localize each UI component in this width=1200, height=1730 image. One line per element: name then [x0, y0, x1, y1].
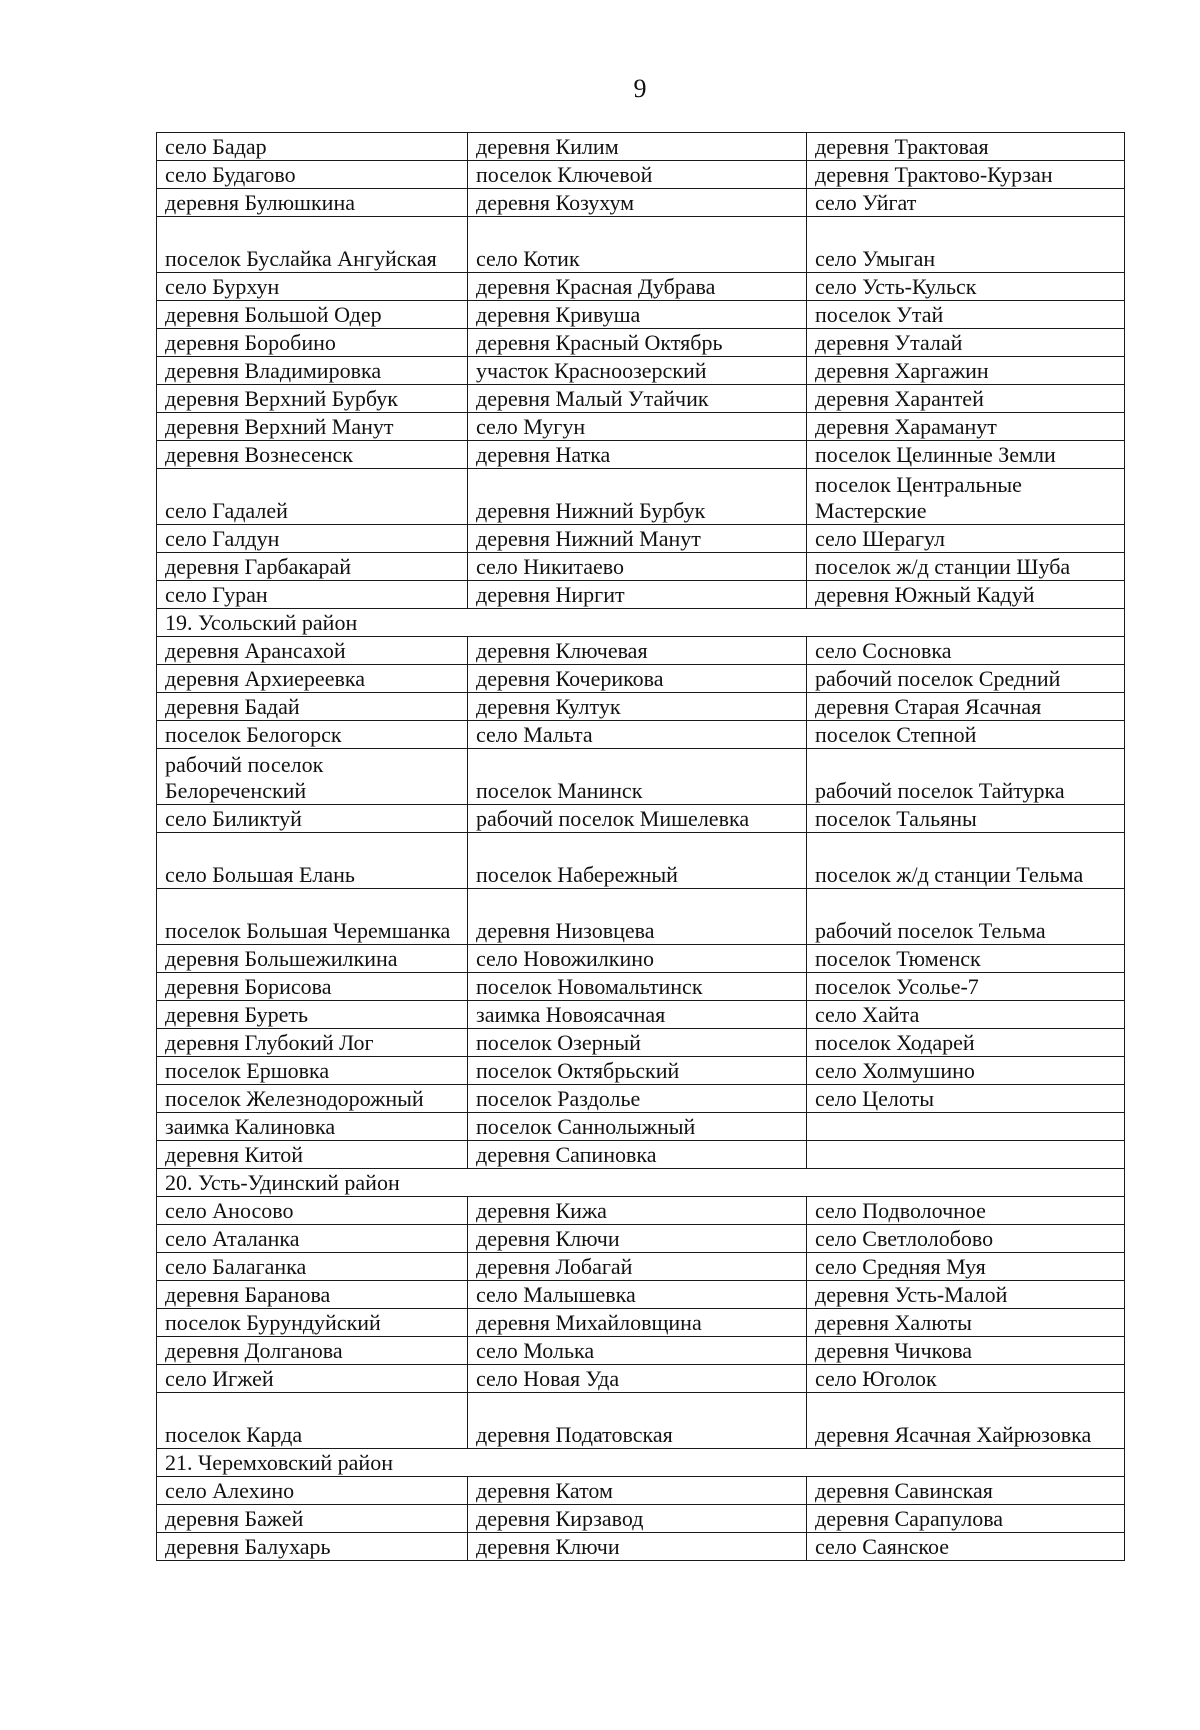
- table-row: [157, 1113, 1125, 1141]
- settlement-cell: рабочий поселок Тельма: [807, 889, 1125, 945]
- settlement-cell: поселок Целинные Земли: [807, 441, 1125, 469]
- table-row: [157, 217, 1125, 273]
- settlement-cell: деревня Борисова: [157, 973, 468, 1001]
- section-title: 20. Усть-Удинский район: [157, 1169, 1125, 1197]
- settlement-cell: село Целоты: [807, 1085, 1125, 1113]
- table-row: [157, 973, 1125, 1001]
- table-row: [157, 329, 1125, 357]
- settlement-cell: деревня Козухум: [468, 189, 807, 217]
- settlement-cell: поселок Новомальтинск: [468, 973, 807, 1001]
- settlement-cell: деревня Старая Ясачная: [807, 693, 1125, 721]
- table-row: [157, 1197, 1125, 1225]
- settlement-cell: село Шерагул: [807, 525, 1125, 553]
- settlement-cell: поселок ж/д станции Шуба: [807, 553, 1125, 581]
- settlement-cell: деревня Бадай: [157, 693, 468, 721]
- settlement-cell: поселок Манинск: [468, 749, 807, 805]
- settlement-cell: село Мугун: [468, 413, 807, 441]
- table-row: [157, 357, 1125, 385]
- settlement-cell: деревня Гарбакарай: [157, 553, 468, 581]
- settlement-cell: поселок Тюменск: [807, 945, 1125, 973]
- table-row: [157, 1253, 1125, 1281]
- page-number: 9: [633, 74, 647, 103]
- settlement-cell: село Уйгат: [807, 189, 1125, 217]
- settlement-cell: село Хайта: [807, 1001, 1125, 1029]
- settlement-cell: деревня Большой Одер: [157, 301, 468, 329]
- settlement-cell: поселок Ключевой: [468, 161, 807, 189]
- settlement-cell: село Большая Елань: [157, 833, 468, 889]
- settlement-cell: деревня Булюшкина: [157, 189, 468, 217]
- section-header-row: [157, 1449, 1125, 1477]
- settlement-cell: деревня Нижний Бурбук: [468, 469, 807, 525]
- settlement-cell: поселок Центральные Мастерские: [807, 469, 1125, 525]
- settlement-cell: деревня Харгажин: [807, 357, 1125, 385]
- table-row: [157, 693, 1125, 721]
- settlements-table: [156, 132, 1125, 1561]
- table-row: [157, 1337, 1125, 1365]
- settlement-cell: село Светлолобово: [807, 1225, 1125, 1253]
- settlement-cell: село Умыган: [807, 217, 1125, 273]
- settlement-cell: деревня Усть-Малой: [807, 1281, 1125, 1309]
- settlement-cell: заимка Новоясачная: [468, 1001, 807, 1029]
- table-row: [157, 1365, 1125, 1393]
- settlement-cell: деревня Долганова: [157, 1337, 468, 1365]
- table-row: [157, 553, 1125, 581]
- settlement-cell: деревня Натка: [468, 441, 807, 469]
- settlement-cell: село Холмушино: [807, 1057, 1125, 1085]
- settlement-cell: деревня Харантей: [807, 385, 1125, 413]
- settlement-cell: деревня Бажей: [157, 1505, 468, 1533]
- settlement-cell: деревня Савинская: [807, 1477, 1125, 1505]
- settlement-cell: деревня Баранова: [157, 1281, 468, 1309]
- table-row: [157, 665, 1125, 693]
- settlement-cell: село Гадалей: [157, 469, 468, 525]
- settlement-cell: [807, 1141, 1125, 1169]
- settlement-cell: поселок Утай: [807, 301, 1125, 329]
- settlement-cell: деревня Большежилкина: [157, 945, 468, 973]
- table-row: [157, 581, 1125, 609]
- settlement-cell: деревня Низовцева: [468, 889, 807, 945]
- settlement-cell: деревня Китой: [157, 1141, 468, 1169]
- table-row: [157, 189, 1125, 217]
- settlement-cell: село Средняя Муя: [807, 1253, 1125, 1281]
- settlement-cell: село Будагово: [157, 161, 468, 189]
- table-row: [157, 749, 1125, 805]
- settlement-cell: деревня Уталай: [807, 329, 1125, 357]
- table-row: [157, 301, 1125, 329]
- settlement-cell: деревня Владимировка: [157, 357, 468, 385]
- settlement-cell: деревня Южный Кадуй: [807, 581, 1125, 609]
- settlement-cell: поселок Ходарей: [807, 1029, 1125, 1057]
- settlement-cell: деревня Нижний Манут: [468, 525, 807, 553]
- settlement-cell: поселок Железнодорожный: [157, 1085, 468, 1113]
- settlement-cell: поселок Бурундуйский: [157, 1309, 468, 1337]
- settlement-cell: поселок Набережный: [468, 833, 807, 889]
- table-row: [157, 805, 1125, 833]
- settlement-cell: село Сосновка: [807, 637, 1125, 665]
- settlement-cell: [807, 1113, 1125, 1141]
- settlement-cell: деревня Малый Утайчик: [468, 385, 807, 413]
- settlement-cell: деревня Кижа: [468, 1197, 807, 1225]
- table-row: [157, 133, 1125, 161]
- settlement-cell: село Биликтуй: [157, 805, 468, 833]
- table-row: [157, 441, 1125, 469]
- table-row: [157, 637, 1125, 665]
- settlement-cell: поселок Белогорск: [157, 721, 468, 749]
- settlement-cell: деревня Култук: [468, 693, 807, 721]
- section-title: 21. Черемховский район: [157, 1449, 1125, 1477]
- table-row: [157, 469, 1125, 525]
- settlement-cell: деревня Михайловщина: [468, 1309, 807, 1337]
- settlement-cell: село Новая Уда: [468, 1365, 807, 1393]
- settlement-cell: деревня Килим: [468, 133, 807, 161]
- settlement-cell: деревня Податовская: [468, 1393, 807, 1449]
- settlement-cell: деревня Вознесенск: [157, 441, 468, 469]
- settlement-cell: деревня Халюты: [807, 1309, 1125, 1337]
- settlement-cell: поселок Ершовка: [157, 1057, 468, 1085]
- settlement-cell: деревня Трактовая: [807, 133, 1125, 161]
- settlement-cell: деревня Ниргит: [468, 581, 807, 609]
- settlement-cell: поселок Степной: [807, 721, 1125, 749]
- settlement-cell: село Бурхун: [157, 273, 468, 301]
- settlement-cell: деревня Сарапулова: [807, 1505, 1125, 1533]
- settlement-cell: деревня Кочерикова: [468, 665, 807, 693]
- settlement-cell: село Котик: [468, 217, 807, 273]
- settlement-cell: деревня Красная Дубрава: [468, 273, 807, 301]
- table-row: [157, 1477, 1125, 1505]
- settlement-cell: деревня Кирзавод: [468, 1505, 807, 1533]
- settlement-cell: село Балаганка: [157, 1253, 468, 1281]
- table-row: [157, 1029, 1125, 1057]
- table-row: [157, 1309, 1125, 1337]
- settlement-cell: поселок Тальяны: [807, 805, 1125, 833]
- settlement-cell: деревня Арансахой: [157, 637, 468, 665]
- settlement-cell: деревня Балухарь: [157, 1533, 468, 1561]
- settlement-cell: деревня Боробино: [157, 329, 468, 357]
- settlement-cell: деревня Чичкова: [807, 1337, 1125, 1365]
- settlement-cell: село Мальта: [468, 721, 807, 749]
- table-row: [157, 721, 1125, 749]
- settlement-cell: деревня Трактово-Курзан: [807, 161, 1125, 189]
- settlement-cell: рабочий поселок Тайтурка: [807, 749, 1125, 805]
- table-row: [157, 1533, 1125, 1561]
- settlement-cell: село Аносово: [157, 1197, 468, 1225]
- settlement-cell: деревня Ключи: [468, 1533, 807, 1561]
- settlement-cell: заимка Калиновка: [157, 1113, 468, 1141]
- table-row: [157, 833, 1125, 889]
- table-row: [157, 273, 1125, 301]
- table-row: [157, 1085, 1125, 1113]
- settlement-cell: поселок Саннолыжный: [468, 1113, 807, 1141]
- settlement-cell: поселок Буслайка Ангуйская: [157, 217, 468, 273]
- settlement-cell: село Юголок: [807, 1365, 1125, 1393]
- table-row: [157, 385, 1125, 413]
- settlement-cell: поселок Октябрьский: [468, 1057, 807, 1085]
- settlement-cell: деревня Архиереевка: [157, 665, 468, 693]
- settlement-cell: деревня Глубокий Лог: [157, 1029, 468, 1057]
- settlement-cell: село Саянское: [807, 1533, 1125, 1561]
- settlement-cell: рабочий поселок Мишелевка: [468, 805, 807, 833]
- section-header-row: [157, 609, 1125, 637]
- settlement-cell: участок Красноозерский: [468, 357, 807, 385]
- settlement-cell: поселок Озерный: [468, 1029, 807, 1057]
- table-row: [157, 1225, 1125, 1253]
- table-row: [157, 413, 1125, 441]
- settlement-cell: деревня Верхний Бурбук: [157, 385, 468, 413]
- settlement-cell: деревня Катом: [468, 1477, 807, 1505]
- settlement-cell: поселок Карда: [157, 1393, 468, 1449]
- table-row: [157, 889, 1125, 945]
- settlement-cell: деревня Хараманут: [807, 413, 1125, 441]
- table-row: [157, 1057, 1125, 1085]
- settlement-cell: деревня Ясачная Хайрюзовка: [807, 1393, 1125, 1449]
- settlement-cell: село Никитаево: [468, 553, 807, 581]
- table-row: [157, 1393, 1125, 1449]
- settlement-cell: село Игжей: [157, 1365, 468, 1393]
- table-row: [157, 525, 1125, 553]
- settlement-cell: деревня Верхний Манут: [157, 413, 468, 441]
- table-row: [157, 945, 1125, 973]
- settlement-cell: село Алехино: [157, 1477, 468, 1505]
- settlement-cell: деревня Красный Октябрь: [468, 329, 807, 357]
- settlement-cell: поселок Большая Черемшанка: [157, 889, 468, 945]
- settlement-cell: деревня Лобагай: [468, 1253, 807, 1281]
- settlement-cell: деревня Буреть: [157, 1001, 468, 1029]
- settlement-cell: село Аталанка: [157, 1225, 468, 1253]
- settlement-cell: деревня Кривуша: [468, 301, 807, 329]
- settlement-cell: село Гуран: [157, 581, 468, 609]
- section-title: 19. Усольский район: [157, 609, 1125, 637]
- settlement-cell: рабочий поселок Средний: [807, 665, 1125, 693]
- table-row: [157, 1505, 1125, 1533]
- settlement-cell: село Усть-Кульск: [807, 273, 1125, 301]
- settlement-cell: поселок Усолье-7: [807, 973, 1125, 1001]
- settlement-cell: село Молька: [468, 1337, 807, 1365]
- settlement-cell: деревня Ключи: [468, 1225, 807, 1253]
- table-row: [157, 161, 1125, 189]
- settlement-cell: поселок Раздолье: [468, 1085, 807, 1113]
- settlement-cell: село Подволочное: [807, 1197, 1125, 1225]
- table-row: [157, 1141, 1125, 1169]
- settlement-cell: деревня Сапиновка: [468, 1141, 807, 1169]
- settlement-cell: село Новожилкино: [468, 945, 807, 973]
- settlement-cell: деревня Ключевая: [468, 637, 807, 665]
- table-row: [157, 1281, 1125, 1309]
- settlement-cell: село Малышевка: [468, 1281, 807, 1309]
- settlements-table-body: [157, 133, 1125, 1561]
- settlement-cell: село Бадар: [157, 133, 468, 161]
- settlement-cell: рабочий поселок Белореченский: [157, 749, 468, 805]
- section-header-row: [157, 1169, 1125, 1197]
- settlement-cell: село Галдун: [157, 525, 468, 553]
- table-row: [157, 1001, 1125, 1029]
- settlement-cell: поселок ж/д станции Тельма: [807, 833, 1125, 889]
